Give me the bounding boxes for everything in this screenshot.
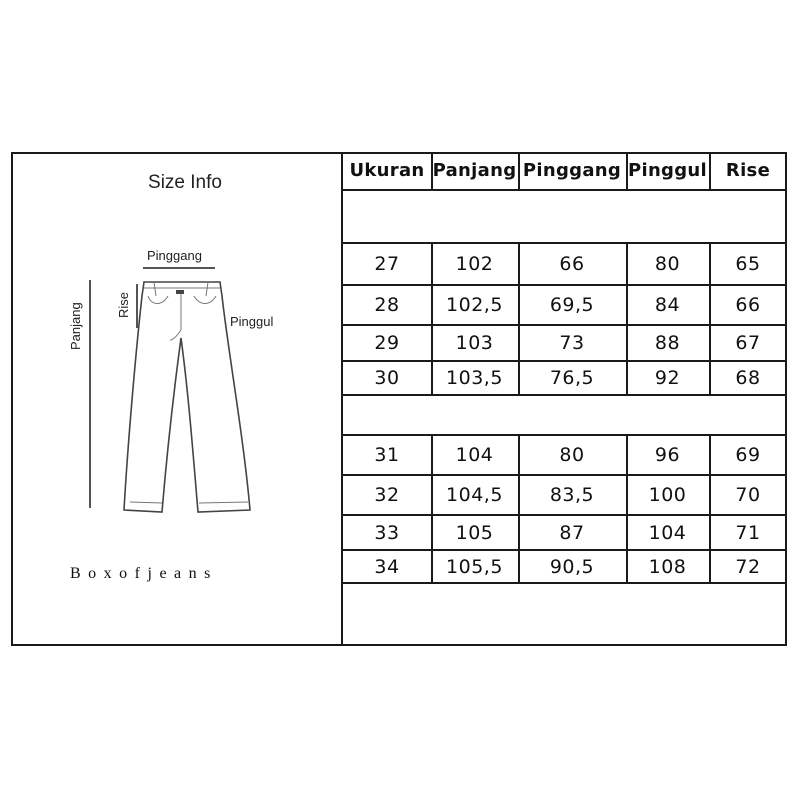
row-line [343,582,787,584]
table-cell: 92 [654,367,681,389]
table-cell: 32 [374,484,400,506]
header-cell-2: Pinggang [522,160,622,181]
table-cell: 87 [559,521,585,544]
table-cell: 69,5 [549,294,595,316]
header-col-divider [518,152,520,189]
table-cell: 103 [455,332,494,354]
table-cell: 84 [654,294,681,316]
col-divider [709,434,711,584]
size-info-title: Size Info [148,172,222,193]
col-divider [518,242,520,396]
table-cell: 34 [374,555,400,578]
table-cell: 73 [559,332,585,354]
header-cell-1: Panjang [432,160,517,181]
table-cell: 104,5 [446,484,503,506]
col-divider [626,434,628,584]
table-cell: 108 [648,555,687,578]
header-col-divider [431,152,433,189]
table-cell: 105,5 [446,555,503,578]
table-cell: 102 [455,253,494,275]
table-cell: 69 [735,444,761,466]
table-cell: 80 [559,444,585,466]
table-cell: 66 [559,253,585,275]
pinggul-label: Pinggul [230,314,274,329]
pinggang-label: Pinggang [147,248,202,263]
panjang-label: Panjang [68,302,83,350]
table-cell: 33 [374,521,400,544]
table-cell: 83,5 [549,484,595,506]
table-cell: 27 [374,253,400,275]
table-cell: 66 [735,294,761,316]
table-cell: 100 [648,484,687,506]
table-cell: 72 [735,555,761,578]
table-cell: 68 [735,367,761,389]
table-cell: 67 [735,332,761,354]
table-cell: 29 [374,332,400,354]
table-cell: 70 [735,484,761,506]
col-divider [431,434,433,584]
table-cell: 30 [374,367,400,389]
table-cell: 28 [374,294,400,316]
table-cell: 80 [654,253,681,275]
table-cell: 105 [455,521,494,544]
table-cell: 103,5 [446,367,503,389]
header-col-divider [626,152,628,189]
table-cell: 71 [735,521,761,544]
col-divider [626,242,628,396]
header-cell-3: Pinggul [627,160,708,181]
size-table [343,152,787,646]
col-divider [431,242,433,396]
col-divider [709,242,711,396]
rise-label: Rise [116,291,131,318]
table-cell: 104 [455,444,494,466]
col-divider [518,434,520,584]
header-col-divider [709,152,711,189]
table-cell: 88 [654,332,681,354]
header-bottom-line [343,189,787,191]
table-cell: 104 [648,521,687,544]
table-cell: 96 [654,444,681,466]
header-cell-4: Rise [725,160,771,181]
table-cell: 65 [735,253,761,275]
table-cell: 102,5 [446,294,503,316]
brand-wordmark: Boxofjeans [70,565,218,582]
table-cell: 76,5 [549,367,595,389]
table-cell: 31 [374,444,400,466]
pants-diagram [60,240,274,530]
table-cell: 90,5 [549,555,595,578]
row-line [343,394,787,396]
header-cell-0: Ukuran [349,160,425,181]
